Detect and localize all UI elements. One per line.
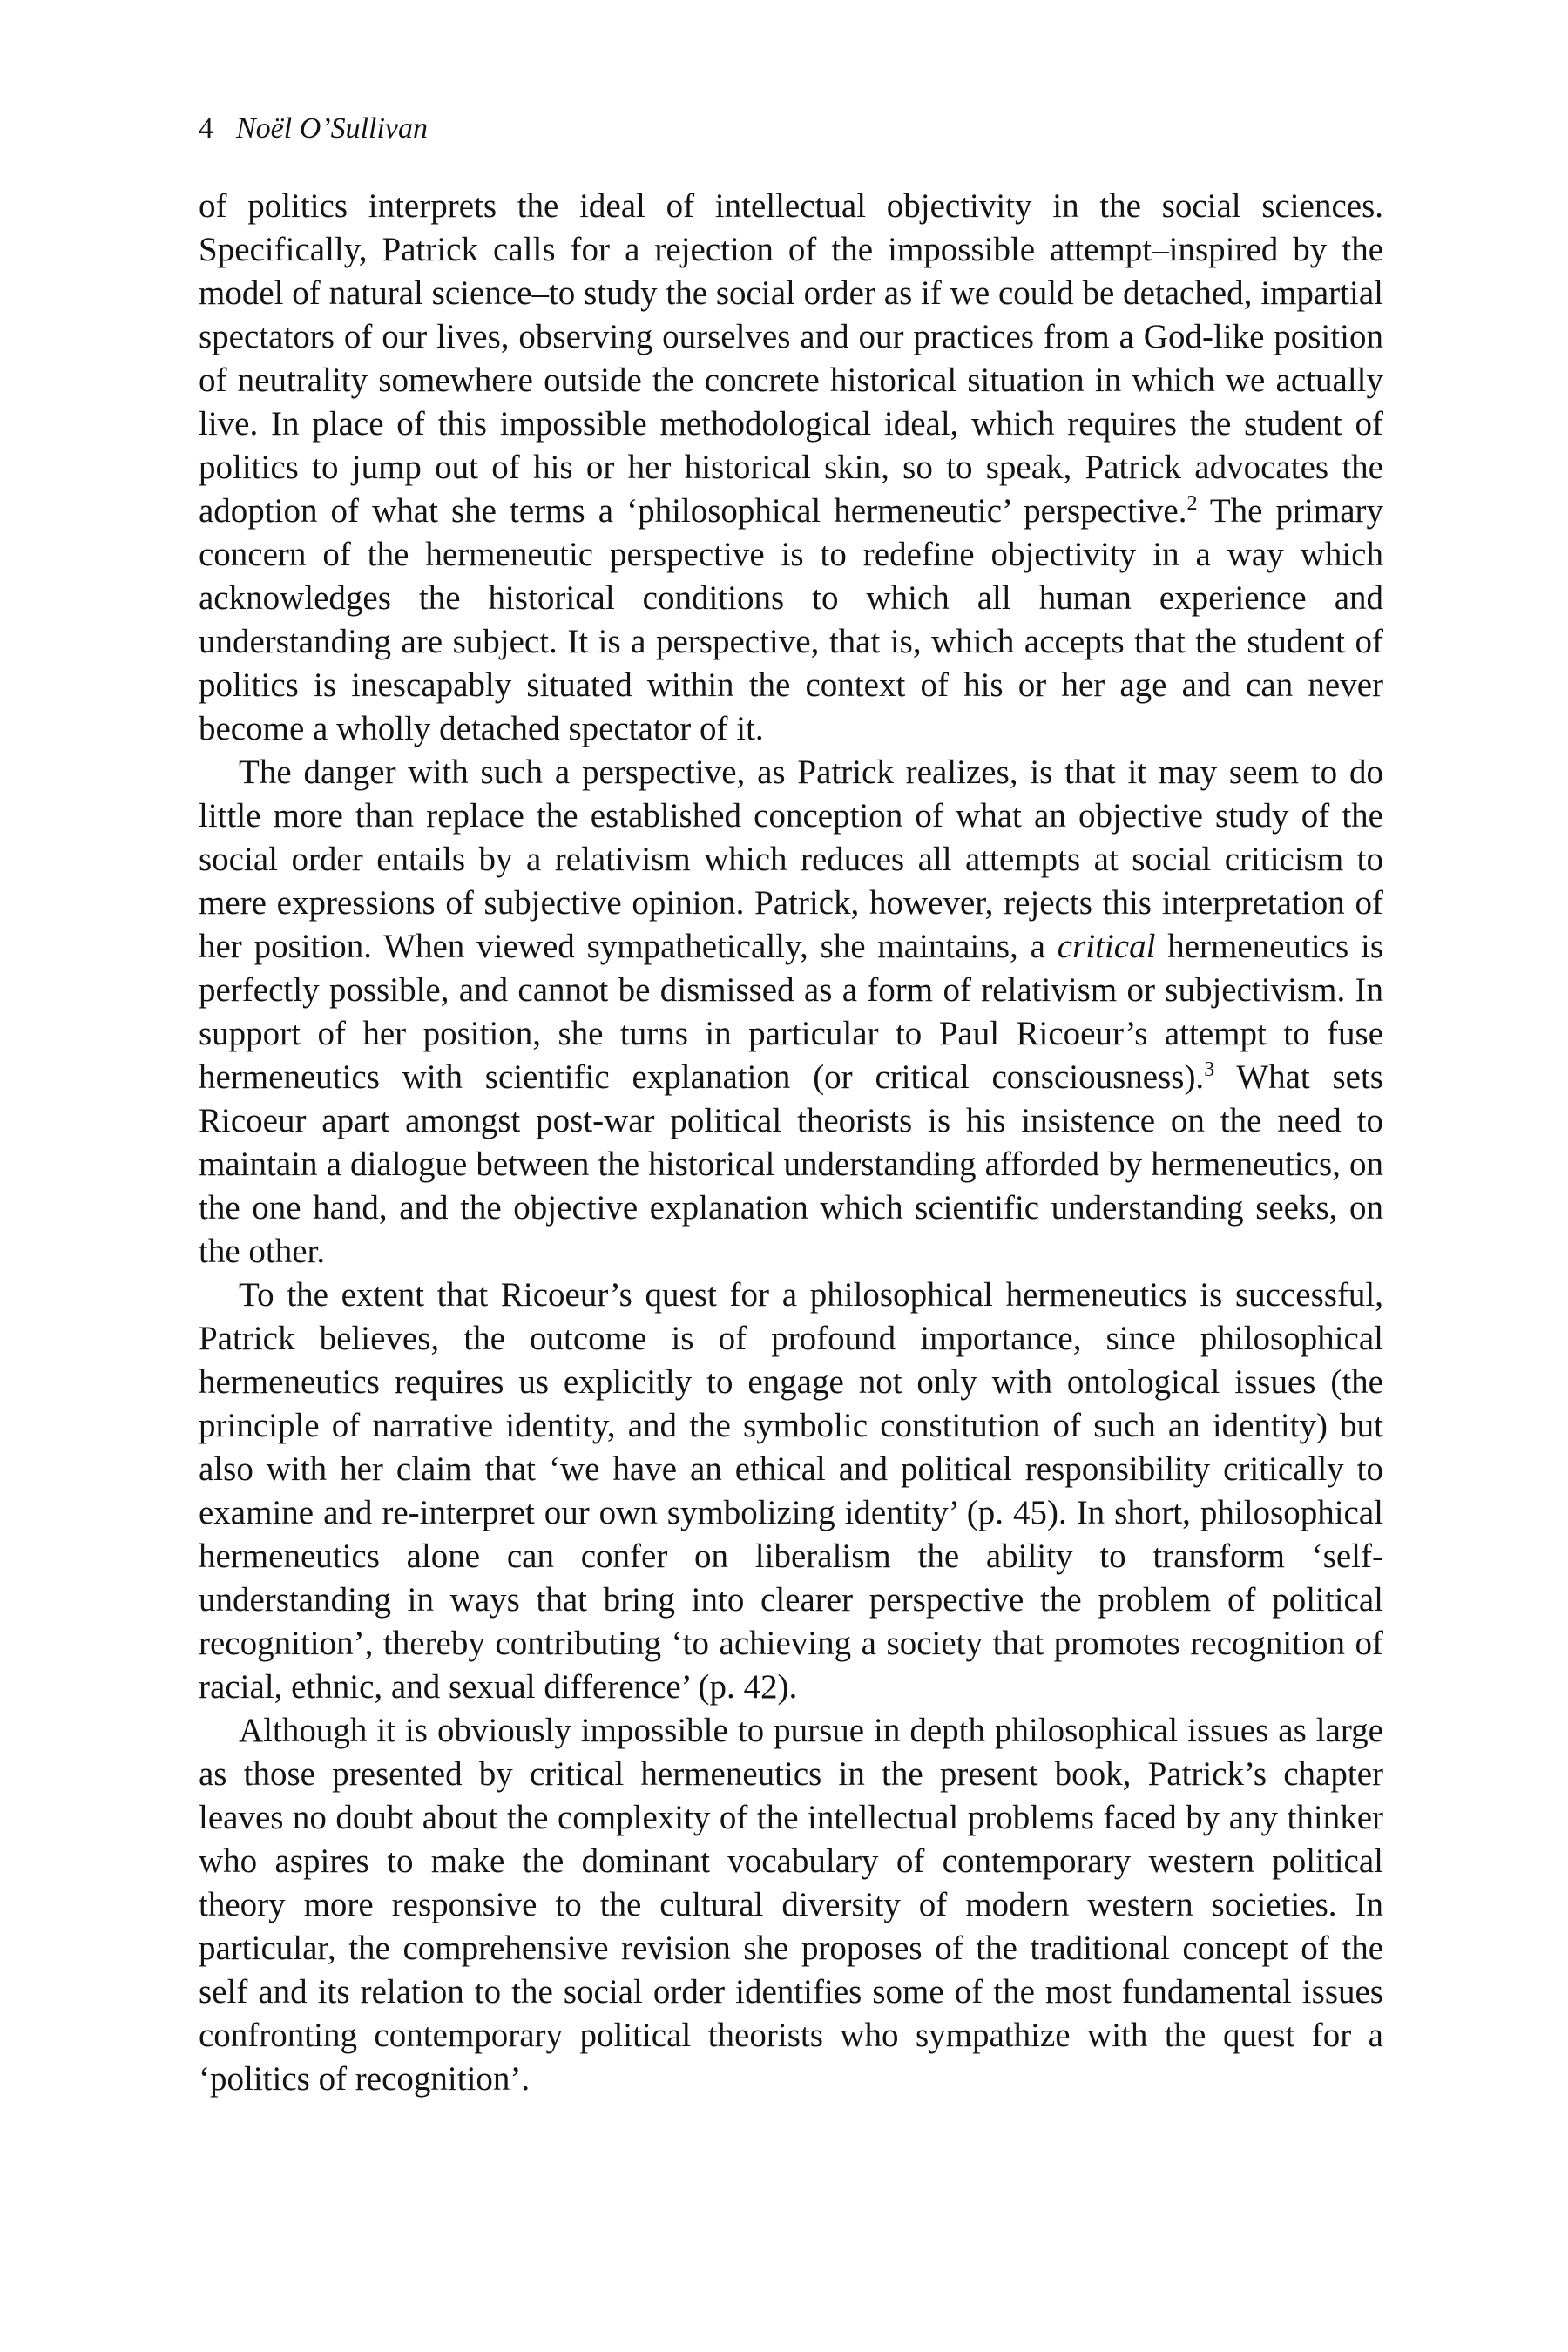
footnote-ref-2: 2 xyxy=(1186,492,1198,515)
running-head xyxy=(199,112,428,146)
paragraph-4: Although it is obviously impossible to pursue in depth philosophical issues as large as those presented by critical hermeneutics in the present book, Patrick’s chapter leaves no doubt about the complexity of the intellectual problems faced by any thinker who aspires to make the dominant vocabulary of contemporary western political theory more responsive to the cultural diversity of modern western societies. In particular, the comprehensive revision she proposes of the traditional concept of the self and its relation to the social order identifies some of the most fundamental issues confronting contemporary political theorists who sympathize with the quest for a ‘politics of recognition’. xyxy=(199,1712,1383,2098)
paragraph-2 xyxy=(199,751,1383,1274)
paragraph-3: To the extent that Ricoeur’s quest for a philosophical hermeneutics is successful, Patrick believes, the outcome is of profound importance, since philosophical hermeneutics requires us explicitly to engage not only with ontological issues (the principle of narrative identity, and the symbolic constitution of such an identity) but also with her claim that ‘we have an ethical and political responsibility critically to examine and re-interpret our own symbolizing identity’ (p. 45). In short, philosophical hermeneutics alone can confer on liberalism the ability to transform ‘self-understanding in ways that bring into clearer perspective the problem of political recognition’, thereby contributing ‘to achieving a society that promotes recognition of racial, ethnic, and sexual difference’ (p. 42). xyxy=(199,1276,1383,1706)
paragraph-1-text-b: The primary concern of the hermeneutic perspective is to redefine objectivity in a way which acknowledges the historical conditions to which all human experience and understanding are subject. It is a perspective, that is, which accepts that the student of politics is inescapably situated within the context of his or her age and can never become a wholly detached spectator of it. xyxy=(199,492,1384,747)
paragraph-2-text-a: The danger with such a perspective, as Patrick realizes, is that it may seem to do little more than replace the established conception of what an objective study of the social order entails by a relativism which reduces all attempts at social criticism to mere expressions of subjective opinion. Patrick, however, rejects this interpretation of her position. When viewed sympathetically, she maintains, a xyxy=(199,754,1383,965)
paragraph-2-text-c: What sets Ricoeur apart amongst post-war political theorists is his insistence on the need to maintain a dialogue between the historical understanding afforded by hermeneutics, on the one hand, and the objective explanation which scientific understanding seeks, on the other. xyxy=(199,1058,1383,1270)
paragraph-2-italic-critical: critical xyxy=(1057,928,1156,965)
body-text xyxy=(199,185,1383,2101)
paragraph-2-text-b: hermeneutics is perfectly possible, and cannot be dismissed as a form of relativism or subjectivism. In support of her position, she turns in particular to Paul Ricoeur’s attempt to fuse hermeneutics with scientific explanation (or critical consciousness). xyxy=(199,928,1383,1096)
running-head-author: Noël O’Sullivan xyxy=(236,112,429,145)
paragraph-1 xyxy=(199,185,1383,751)
footnote-ref-3: 3 xyxy=(1204,1058,1215,1081)
page-number: 4 xyxy=(199,112,213,145)
paragraph-1-text-a: of politics interprets the ideal of intellectual objectivity in the social sciences. Specifically, Patrick calls for a rejection of the impossible attempt–inspired by the model of natural science–to study the social order as if we could be detached, impartial spectators of our lives, observing ourselves and our practices from a God-like position of neutrality somewhere outside the concrete historical situation in which we actually live. In place of this impossible methodological ideal, which requires the student of politics to jump out of his or her historical skin, so to speak, Patrick advocates the adoption of what she terms a ‘philosophical hermeneutic’ perspective. xyxy=(199,187,1383,530)
